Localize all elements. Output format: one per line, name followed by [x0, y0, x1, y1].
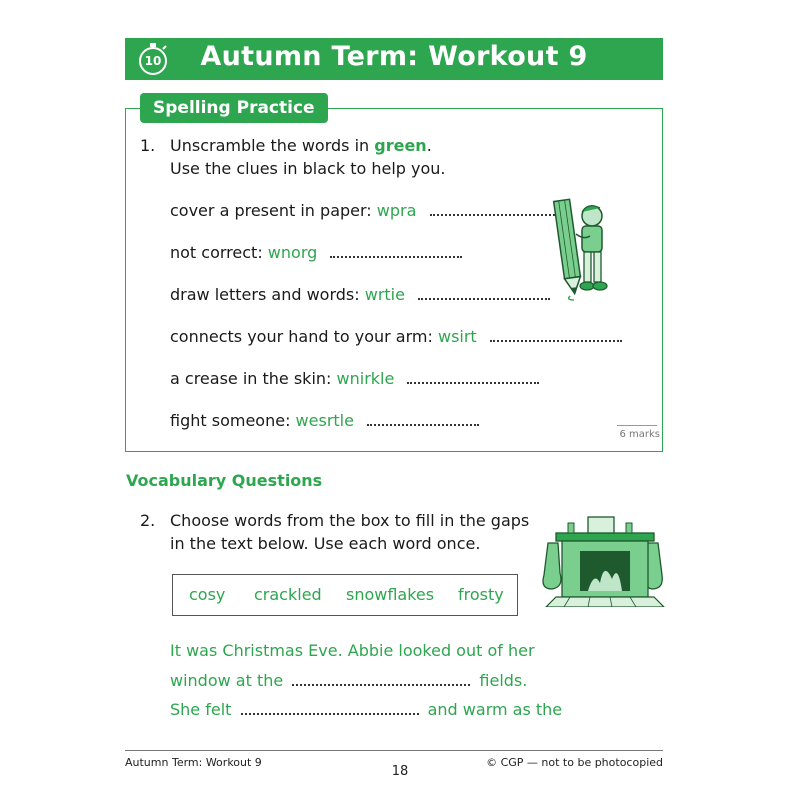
word-option: crackled [254, 585, 322, 604]
footer-divider [125, 750, 663, 751]
vocabulary-instruction-line1: Choose words from the box to fill in the gaps [170, 511, 530, 530]
story-line [170, 670, 527, 690]
vocabulary-heading: Vocabulary Questions [126, 471, 323, 490]
spelling-instruction-line2: Use the clues in black to help you. [170, 159, 446, 178]
scrambled-word: wsirt [437, 327, 477, 346]
timer-minutes: 10 [144, 54, 162, 68]
answer-line[interactable] [367, 410, 479, 426]
spelling-item [170, 326, 622, 346]
clue-text: a crease in the skin: [170, 369, 332, 388]
scrambled-word: wnirkle [336, 369, 395, 388]
spelling-item [170, 242, 462, 262]
vocabulary-instruction-line2: in the text below. Use each word once. [170, 534, 481, 553]
header-bar [125, 38, 663, 80]
spelling-instruction [170, 134, 432, 158]
answer-line[interactable] [407, 368, 539, 384]
spelling-item [170, 410, 479, 430]
story-line [170, 699, 562, 719]
footer-copyright: © CGP — not to be photocopied [486, 756, 663, 769]
spelling-item [170, 284, 550, 304]
instruction-end: . [426, 136, 432, 155]
question-number: 1. [140, 136, 156, 155]
marks-divider [617, 425, 657, 426]
boy-with-pencil-illustration [548, 196, 620, 302]
instruction-highlight: green [374, 136, 427, 155]
answer-line[interactable] [490, 326, 622, 342]
question-number: 2. [140, 511, 156, 530]
answer-line[interactable] [430, 200, 562, 216]
marks-label: 6 marks [619, 429, 660, 440]
story-text: window at the [170, 671, 284, 690]
clue-text: draw letters and words: [170, 285, 360, 304]
gap-answer-line[interactable] [292, 670, 470, 686]
page-number: 18 [391, 764, 409, 779]
clue-text: connects your hand to your arm: [170, 327, 433, 346]
story-line: It was Christmas Eve. Abbie looked out of her [170, 641, 535, 660]
clue-text: cover a present in paper: [170, 201, 372, 220]
footer-title: Autumn Term: Workout 9 [125, 756, 262, 769]
spelling-item [170, 200, 562, 220]
scrambled-word: wrtie [364, 285, 405, 304]
story-text: fields. [479, 671, 528, 690]
answer-line[interactable] [330, 242, 462, 258]
spelling-tab: Spelling Practice [140, 93, 328, 123]
answer-line[interactable] [418, 284, 550, 300]
page-title: Autumn Term: Workout 9 [200, 41, 588, 72]
scrambled-word: wesrtle [295, 411, 354, 430]
word-option: snowflakes [346, 585, 435, 604]
fireplace-illustration [540, 515, 670, 607]
word-option: frosty [458, 585, 504, 604]
story-text: She felt [170, 700, 232, 719]
scrambled-word: wpra [376, 201, 417, 220]
scrambled-word: wnorg [267, 243, 318, 262]
clue-text: fight someone: [170, 411, 291, 430]
word-option: cosy [189, 585, 226, 604]
gap-answer-line[interactable] [241, 699, 419, 715]
clue-text: not correct: [170, 243, 263, 262]
story-text: and warm as the [427, 700, 563, 719]
spelling-item [170, 368, 539, 388]
instruction-text: Unscramble the words in [170, 136, 375, 155]
